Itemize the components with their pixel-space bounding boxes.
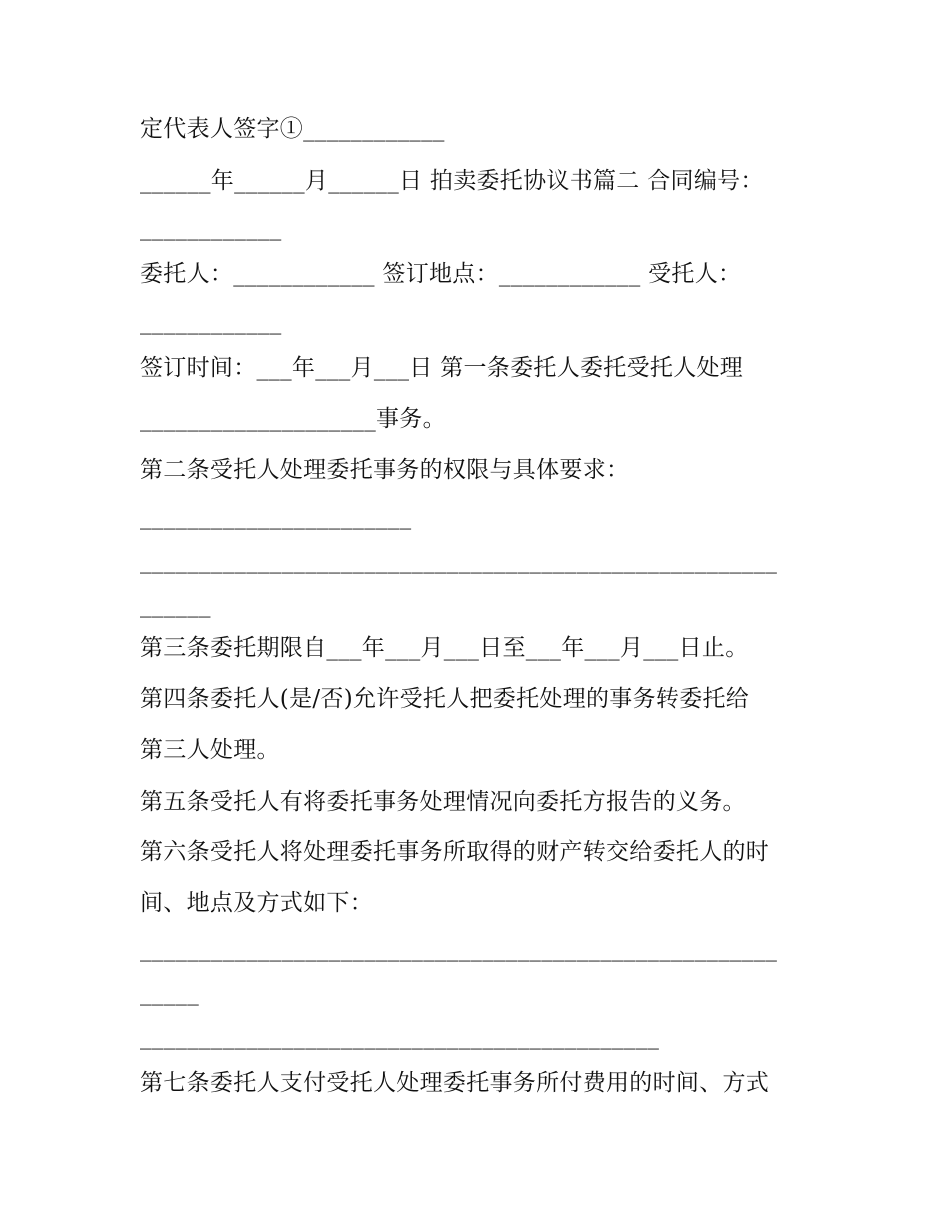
text-line: 第三条委托期限自___年___月___日至___年___月___日止。 (140, 635, 749, 661)
text-line: _____ (140, 980, 199, 1006)
text-line: ______________________________________________________ (140, 936, 778, 962)
text-line: ____________________________________________ (140, 1024, 660, 1050)
text-line: ______________________________________________________ (140, 548, 778, 574)
text-line: 第四条委托人(是/否)允许受托人把委托处理的事务转委托给 (140, 686, 750, 712)
text-line: ____________ (140, 215, 282, 241)
text-line: 第七条委托人支付受托人处理委托事务所付费用的时间、方式 (140, 1070, 770, 1096)
text-line: ____________ (140, 309, 282, 335)
text-line: 第六条受托人将处理委托事务所取得的财产转交给委托人的时 (140, 839, 770, 865)
text-line: ____________________事务。 (140, 406, 446, 432)
text-line: 第二条受托人处理委托事务的权限与具体要求： (140, 457, 630, 483)
text-line: ______年______月______日 拍卖委托协议书篇二 合同编号： (140, 168, 764, 194)
text-line: 委托人：____________ 签订地点：____________ 受托人： (140, 261, 742, 287)
text-line: 第五条受托人有将委托事务处理情况向委托方报告的义务。 (140, 789, 746, 815)
text-line: 定代表人签字①____________ (140, 116, 445, 142)
text-line: 间、地点及方式如下： (140, 890, 373, 916)
text-line: 第三人处理。 (140, 737, 280, 763)
text-line: _______________________ (140, 504, 412, 530)
text-line: ______ (140, 592, 211, 618)
text-line: 签订时间：___年___月___日 第一条委托人委托受托人处理 (140, 355, 744, 381)
